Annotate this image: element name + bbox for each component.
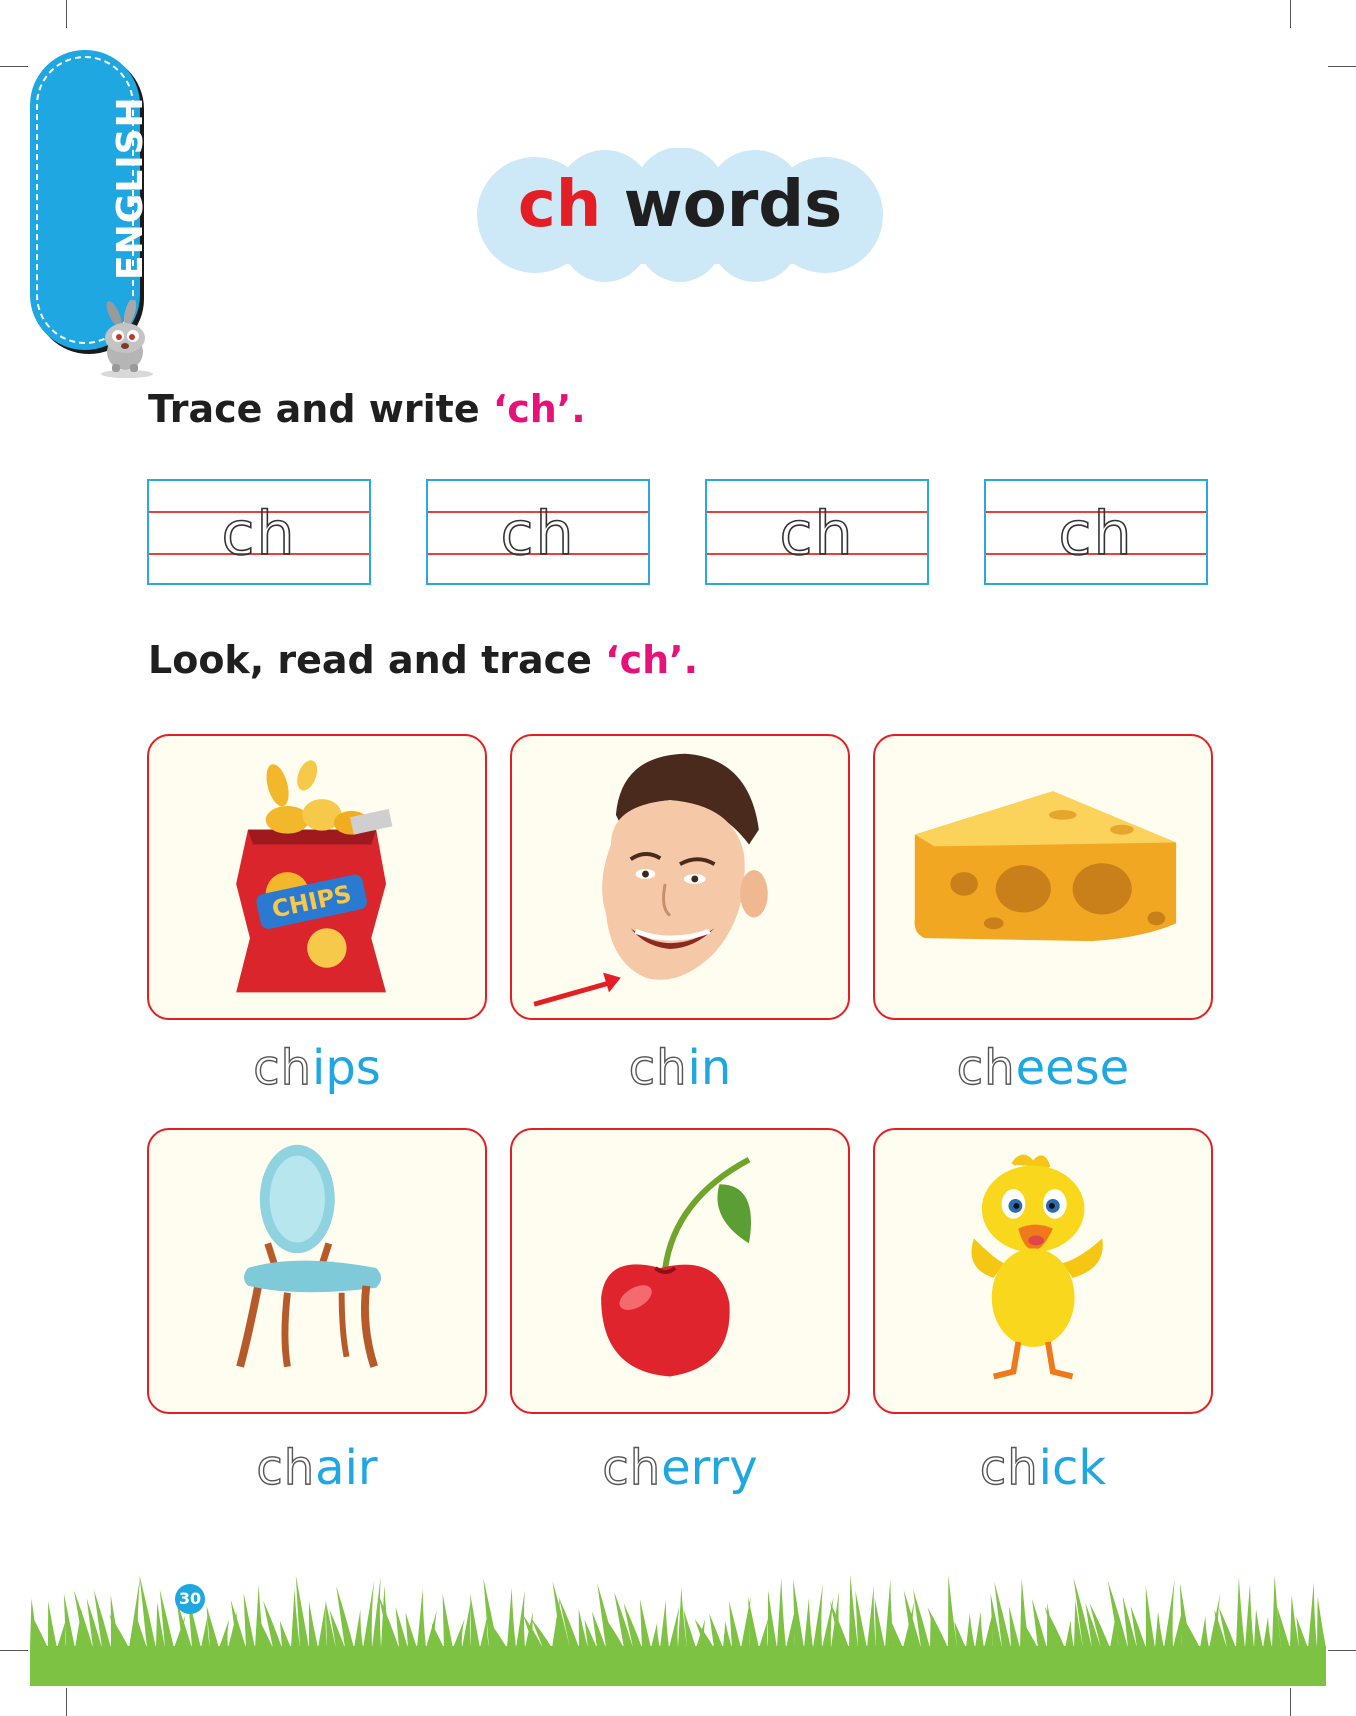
face-chin-icon [512, 736, 848, 1018]
grass-blade [651, 1623, 660, 1648]
word-ending: erry [661, 1440, 758, 1496]
trace-word-chair [147, 1440, 487, 1496]
grass-blade [729, 1601, 741, 1648]
trace-letters: ch [500, 499, 576, 569]
traced-letters: ch [602, 1440, 662, 1496]
grass-blade [309, 1601, 318, 1648]
chips-bag-label: CHIPS [269, 879, 354, 924]
grass-blade [318, 1601, 327, 1648]
grass-blade [1254, 1609, 1263, 1648]
picture-card-cheese [873, 734, 1213, 1020]
crop-mark [66, 0, 67, 28]
chair-icon [149, 1130, 485, 1412]
crop-mark [1328, 1650, 1356, 1651]
instruction-text: Look, read and trace [148, 638, 606, 682]
crop-mark [0, 66, 28, 67]
chick-icon [875, 1130, 1211, 1412]
grass-blade [1065, 1620, 1074, 1648]
grass-blade [405, 1612, 417, 1648]
crop-mark [1328, 66, 1356, 67]
chips-bag-icon [149, 736, 485, 1018]
grass-blade [516, 1590, 525, 1648]
trace-word-chin [510, 1040, 850, 1096]
grass-blade [1155, 1612, 1164, 1648]
word-ending: in [687, 1040, 732, 1096]
trace-word-chick [873, 1440, 1213, 1496]
grass-blade [507, 1588, 516, 1648]
crop-mark [66, 1688, 67, 1716]
grass-blade [48, 1601, 57, 1648]
instruction-text: Trace and write [148, 387, 493, 431]
picture-card-chin [510, 734, 850, 1020]
picture-card-chair [147, 1128, 487, 1414]
grass-blade [768, 1590, 777, 1648]
title-accent: ch [517, 168, 602, 242]
look-read-instruction [148, 638, 698, 682]
traced-letters: ch [956, 1040, 1016, 1096]
page-number: 30 [175, 1584, 205, 1614]
grass-blade [822, 1596, 834, 1648]
grass-blade [1236, 1577, 1245, 1648]
grass-blade [975, 1611, 984, 1648]
cherry-icon [512, 1130, 848, 1412]
grass-blade [709, 1614, 723, 1648]
word-ending: air [315, 1440, 378, 1496]
picture-card-chick [873, 1128, 1213, 1414]
grass-blade [1317, 1597, 1326, 1648]
traced-letters: ch [628, 1040, 688, 1096]
grass-blade [470, 1594, 480, 1648]
instruction-accent: ‘ch’. [492, 387, 586, 431]
grass-blade [660, 1600, 669, 1648]
word-ending: eese [1015, 1040, 1130, 1096]
grass-blade [57, 1619, 66, 1648]
subject-label: ENGLISH [110, 96, 151, 280]
trace-box[interactable] [426, 479, 650, 585]
grass-blade [885, 1579, 894, 1648]
grass-blade [804, 1598, 813, 1648]
grass-border [30, 1576, 1326, 1686]
grass-blade [417, 1589, 426, 1648]
grass-blade [1200, 1616, 1209, 1648]
trace-word-chips [147, 1040, 487, 1096]
grass-blade [219, 1619, 229, 1648]
picture-card-cherry [510, 1128, 850, 1414]
grass-blade [244, 1593, 255, 1648]
trace-word-cheese [873, 1040, 1213, 1096]
traced-letters: ch [256, 1440, 316, 1496]
cheese-wedge-icon [875, 736, 1211, 1018]
word-ending: ick [1038, 1440, 1107, 1496]
trace-word-cherry [510, 1440, 850, 1496]
crop-mark [0, 1650, 28, 1651]
crop-mark [1290, 0, 1291, 28]
grass-blade [363, 1580, 374, 1648]
grass-blade [396, 1607, 408, 1648]
grass-blade [640, 1599, 651, 1648]
picture-card-chips [147, 734, 487, 1020]
traced-letters: ch [253, 1040, 312, 1096]
grass-blade [948, 1576, 957, 1648]
trace-letters: ch [1058, 499, 1134, 569]
grass-blade [966, 1614, 975, 1648]
grass-blade [875, 1598, 885, 1648]
grass-blade [1009, 1606, 1020, 1648]
word-ending: ips [312, 1040, 381, 1096]
page-title [475, 168, 885, 242]
grass-blade [867, 1585, 876, 1648]
grass-blade [64, 1594, 75, 1648]
bunny-mascot-icon [92, 300, 162, 380]
trace-box[interactable] [705, 479, 929, 585]
grass-blade [855, 1590, 867, 1648]
grass-blade [1245, 1583, 1254, 1648]
trace-box[interactable] [984, 479, 1208, 585]
grass-blade [1164, 1579, 1175, 1648]
title-rest: words [601, 168, 843, 242]
grass-blade [777, 1578, 786, 1648]
grass-blade [280, 1621, 291, 1648]
grass-blade [669, 1606, 679, 1648]
trace-letters: ch [221, 499, 297, 569]
grass-blade [1032, 1599, 1047, 1648]
grass-blade [813, 1584, 823, 1648]
grass-blade [1272, 1576, 1281, 1648]
grass-blade [1308, 1582, 1317, 1648]
grass-blade [759, 1617, 769, 1648]
trace-write-instruction [148, 387, 586, 431]
traced-letters: ch [979, 1440, 1039, 1496]
instruction-accent: ‘ch’. [605, 638, 699, 682]
grass-blade [354, 1609, 363, 1648]
crop-mark [1290, 1688, 1291, 1716]
grass-blade [1146, 1586, 1155, 1648]
trace-box[interactable] [147, 479, 371, 585]
grass-blade [1263, 1616, 1272, 1648]
trace-letters: ch [779, 499, 855, 569]
grass-blade [443, 1594, 453, 1648]
